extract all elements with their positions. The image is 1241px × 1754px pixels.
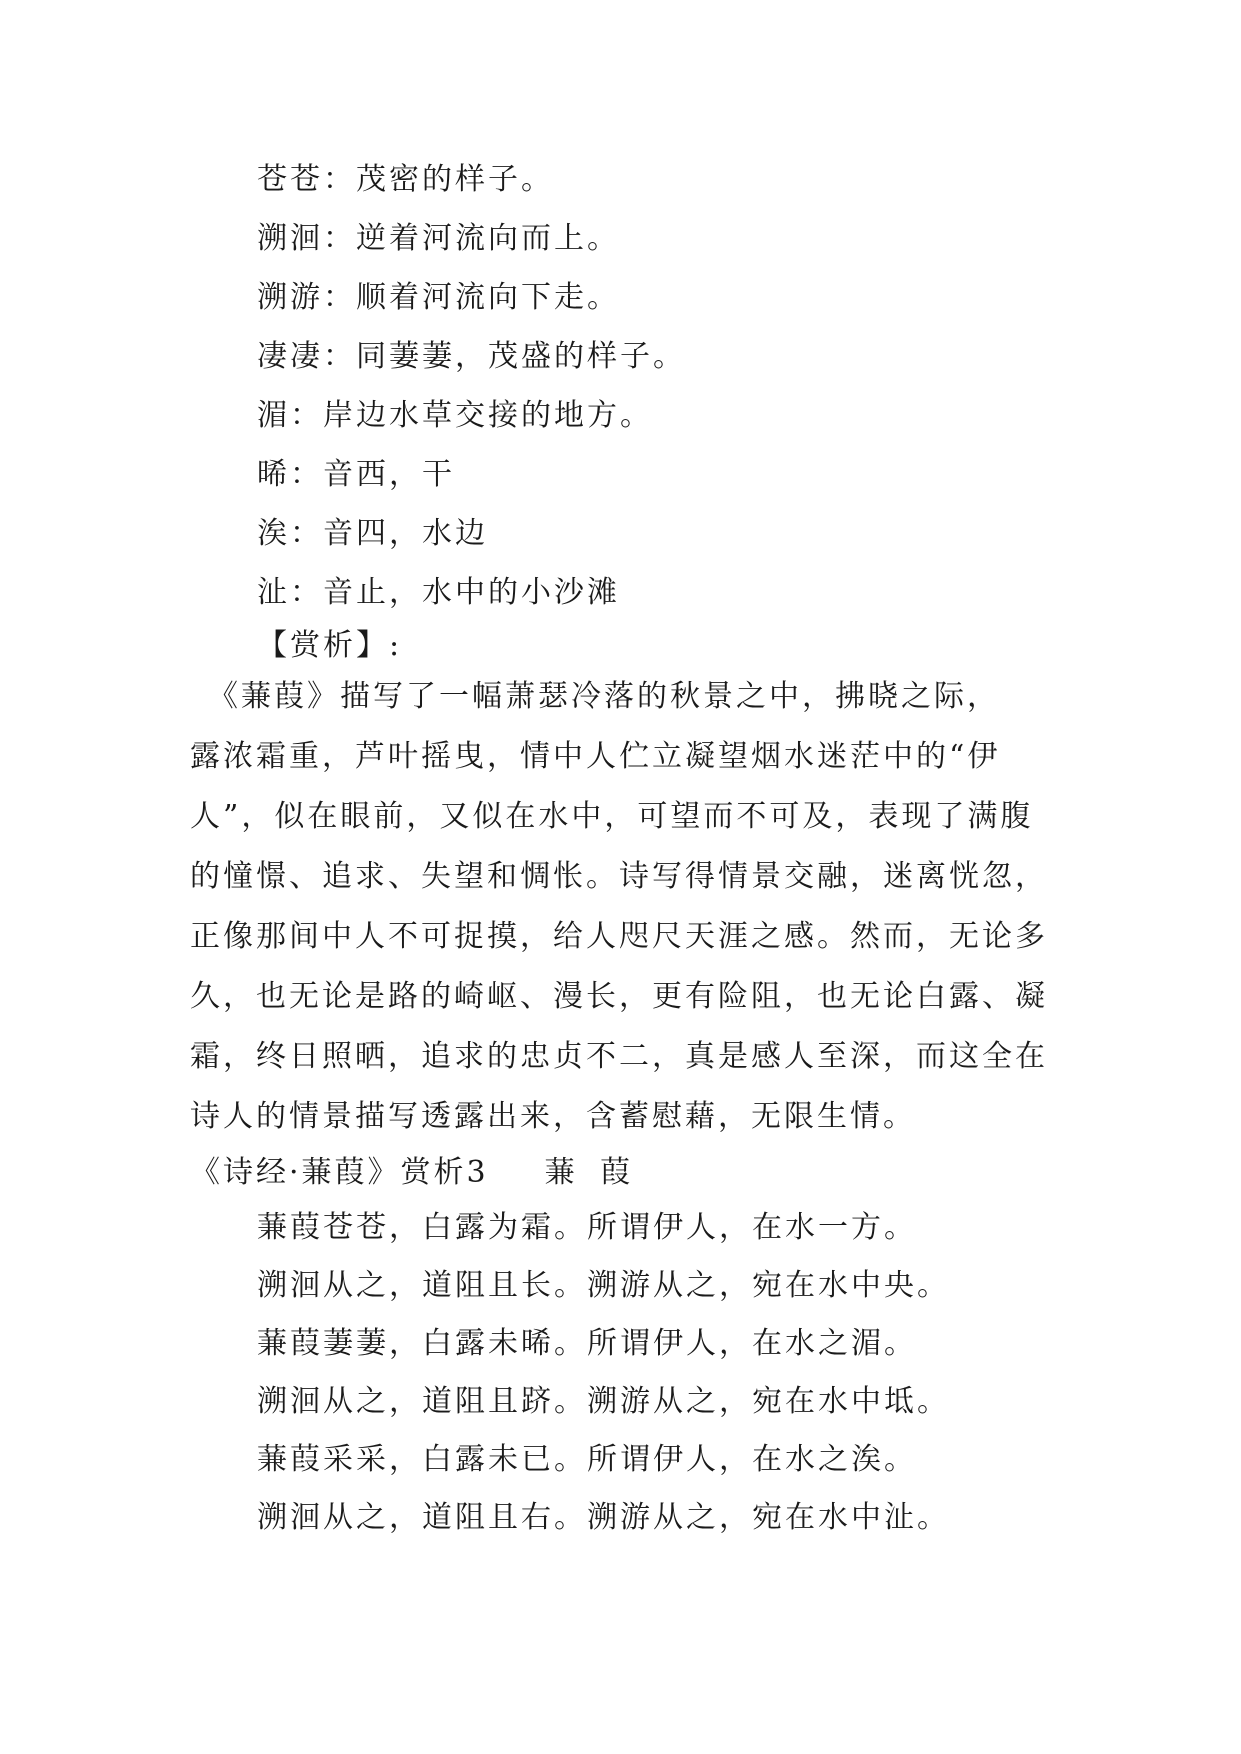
paragraph-line: 诗人的情景描写透露出来，含蓄慰藉，无限生情。 <box>190 1099 916 1134</box>
annotation-item: 凄凄：同萋萋，茂盛的样子。 <box>257 339 686 374</box>
poem-line: 溯洄从之，道阻且右。溯游从之，宛在水中沚。 <box>257 1500 950 1535</box>
annotation-item: 溯游：顺着河流向下走。 <box>257 280 620 315</box>
poem-line: 溯洄从之，道阻且长。溯游从之，宛在水中央。 <box>257 1268 950 1303</box>
paragraph-line: 的憧憬、追求、失望和惆怅。诗写得情景交融，迷离恍忽， <box>190 859 1048 894</box>
section-title <box>190 1152 638 1194</box>
appreciation-heading: 【赏析】: <box>257 628 403 663</box>
paragraph-line: 露浓霜重，芦叶摇曳，情中人伫立凝望烟水迷茫中的“伊 <box>190 739 1001 774</box>
paragraph-line: 人”，似在眼前，又似在水中，可望而不可及，表现了满腹 <box>190 799 1034 834</box>
annotation-item: 溯洄：逆着河流向而上。 <box>257 221 620 256</box>
poem-text <box>257 1207 950 1555</box>
annotation-item: 沚：音止，水中的小沙滩 <box>257 575 620 610</box>
annotation-item: 湄：岸边水草交接的地方。 <box>257 398 653 433</box>
paragraph-line: 久，也无论是路的崎岖、漫长，更有险阻，也无论白露、凝 <box>190 979 1048 1014</box>
poem-line: 蒹葭采采，白露未已。所谓伊人，在水之涘。 <box>257 1442 917 1477</box>
poem-line: 溯洄从之，道阻且跻。溯游从之，宛在水中坻。 <box>257 1384 950 1419</box>
paragraph-line: 霜，终日照晒，追求的忠贞不二，真是感人至深，而这全在 <box>190 1039 1048 1074</box>
annotation-list <box>257 159 686 631</box>
paragraph-line: 《蒹葭》描写了一幅萧瑟冷落的秋景之中，拂晓之际， <box>190 679 1000 714</box>
annotation-item: 苍苍：茂密的样子。 <box>257 162 554 197</box>
annotation-item: 涘：音四，水边 <box>257 516 488 551</box>
poem-title: 蒹 葭 <box>544 1155 639 1190</box>
annotation-item: 晞：音西，干 <box>257 457 455 492</box>
poem-line: 蒹葭苍苍，白露为霜。所谓伊人，在水一方。 <box>257 1210 917 1245</box>
poem-line: 蒹葭萋萋，白露未晞。所谓伊人，在水之湄。 <box>257 1326 917 1361</box>
section-title-label: 《诗经·蒹葭》赏析3 <box>190 1155 489 1190</box>
paragraph-line: 正像那间中人不可捉摸，给人咫尺天涯之感。然而，无论多 <box>190 919 1048 954</box>
appreciation-paragraph <box>190 669 1090 1149</box>
